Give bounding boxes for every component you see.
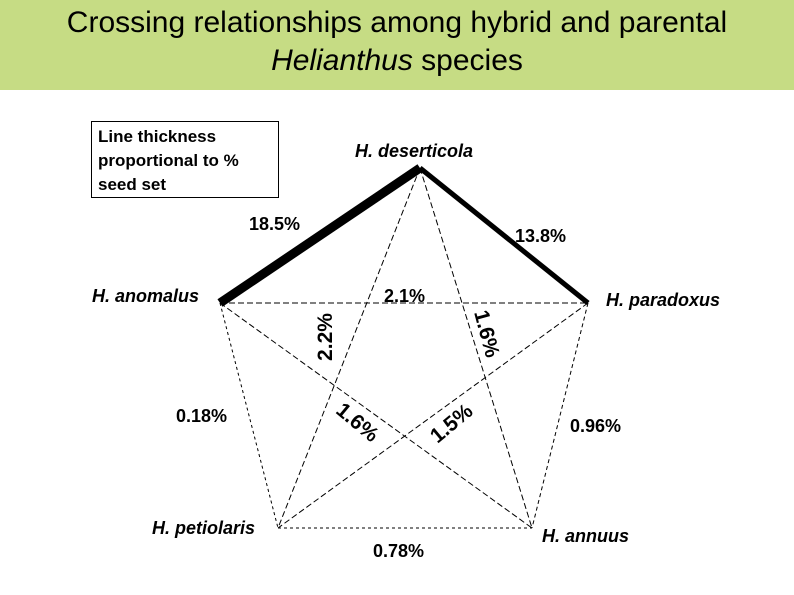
edge-anomalus-petiolaris (220, 303, 278, 528)
title-line-1: Crossing relationships among hybrid and parental (66, 6, 728, 39)
label-deserticola-petiolaris: 2.2% (313, 313, 337, 361)
label-petiolaris-annuus: 0.78% (373, 541, 425, 561)
legend-line-1: Line thickness (98, 127, 217, 146)
node-deserticola: H. deserticola (355, 141, 474, 161)
edge-deserticola-annuus (420, 168, 532, 528)
label-paradoxus-petiolaris: 1.5% (425, 399, 478, 448)
legend-line-3: seed set (98, 175, 167, 194)
label-paradoxus-annuus: 0.96% (570, 416, 622, 436)
label-anomalus-petiolaris: 0.18% (176, 406, 228, 426)
node-anomalus: H. anomalus (92, 286, 200, 306)
label-deserticola-annuus: 1.6% (469, 307, 504, 360)
label-anomalus-paradoxus: 2.1% (384, 286, 426, 306)
label-anomalus-deserticola: 18.5% (249, 214, 301, 234)
title-genus: Helianthus (271, 44, 413, 77)
node-paradoxus: H. paradoxus (606, 290, 721, 310)
label-anomalus-annuus: 1.6% (331, 398, 383, 447)
node-petiolaris: H. petiolaris (152, 518, 256, 538)
edge-anomalus-deserticola (220, 168, 420, 303)
legend-line-2: proportional to % (98, 151, 239, 170)
node-annuus: H. annuus (542, 526, 630, 546)
title-suffix: species (412, 44, 523, 77)
label-deserticola-paradoxus: 13.8% (515, 226, 567, 246)
